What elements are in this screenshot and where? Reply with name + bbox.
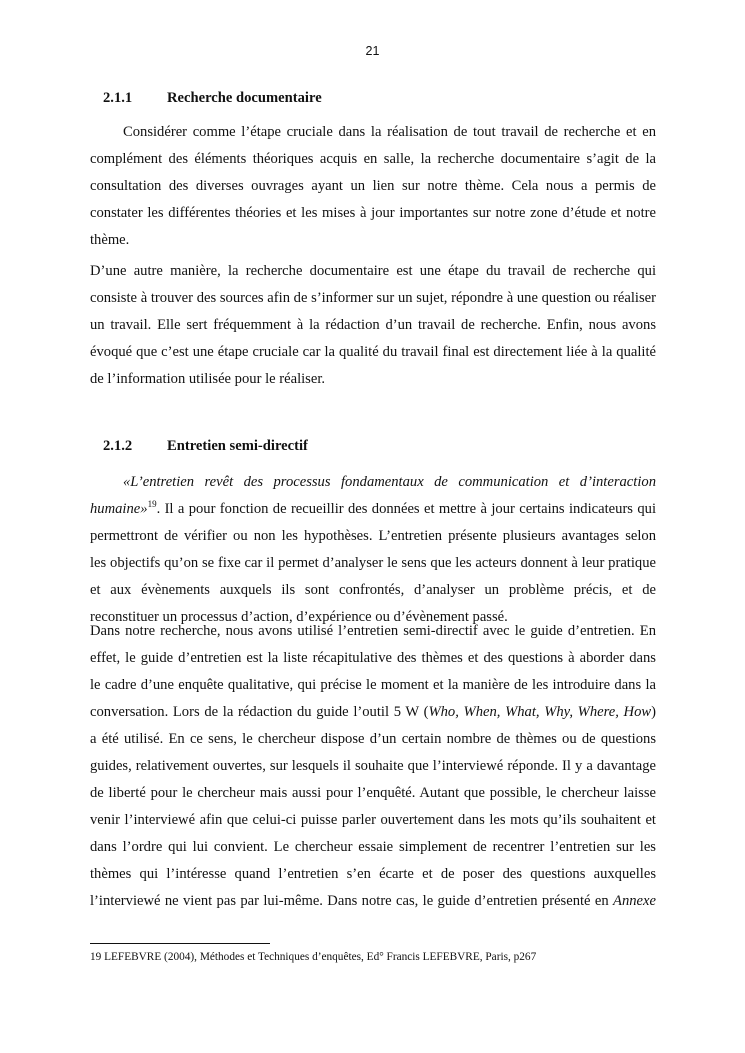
- section-title: Entretien semi-directif: [167, 438, 308, 454]
- section-heading-recherche: [103, 90, 322, 107]
- text-run: . Il a pour fonction de recueillir des données et mettre à jour certains indicateurs qui: [156, 501, 656, 517]
- text-line: [90, 888, 656, 915]
- text-line: reconstituer un processus d’action, d’expérience ou d’évènement passé.: [90, 609, 508, 625]
- text-line: D’une autre manière, la recherche documentaire est une étape du travail de recherche qui: [90, 263, 656, 279]
- quote-line: «L’entretien revêt des processus fondamentaux de communication et d’interaction: [123, 474, 656, 490]
- text-line: complément des éléments théoriques acquis en salle, la recherche documentaire s’agit de la: [90, 151, 656, 167]
- text-line: Considérer comme l’étape cruciale dans la réalisation de tout travail de recherche et en: [123, 124, 656, 140]
- text-line: de liberté pour le chercheur mais aussi pour l’enquêté. Autant que possible, le chercheur laisse: [90, 785, 656, 801]
- text-line: [90, 699, 656, 726]
- text-line: thème.: [90, 232, 130, 248]
- quote-end: humaine»: [90, 501, 148, 517]
- text-line: et aux évènements auxquels ils sont confrontés, d’analyser un problème précis, et de: [90, 582, 656, 598]
- section-heading-entretien: [103, 438, 308, 455]
- text-line: thèmes qui l’intéresse quand l’entretien s’en écarte et de poser des questions auxquelles: [90, 866, 656, 882]
- text-line: guides, relativement ouvertes, sur lesquels il souhaite que l’interviewé réponde. Il y a davantage: [90, 758, 656, 774]
- text-line: consiste à trouver des sources afin de s’informer sur un sujet, répondre à une question ou réaliser: [90, 290, 656, 306]
- text-line: de l’information utilisée pour le réaliser.: [90, 371, 326, 387]
- text-line: consultation des diverses ouvrages ayant un lien sur notre thème. Cela nous a permis de: [90, 178, 656, 194]
- text-line: a été utilisé. En ce sens, le chercheur dispose d’un certain nombre de thèmes ou de questions: [90, 731, 656, 747]
- text-line: le cadre d’une enquête qualitative, qui précise le moment et la manière de les introduire dans la: [90, 677, 656, 693]
- text-line: effet, le guide d’entretien est la liste récapitulative des thèmes et des questions à aborder dans: [90, 650, 656, 666]
- text-line: les objectifs qu’on se fixe car il permet d’analyser le sens que les acteurs donnent à leur pratique: [90, 555, 656, 571]
- text-line: permettront de vérifier ou non les hypothèses. L’entretien présente plusieurs avantages selon: [90, 528, 656, 544]
- text-italic: Annexe: [613, 893, 656, 909]
- paragraph-recherche-1: [90, 119, 656, 254]
- text-italic: Who, When, What, Why, Where, How: [428, 704, 652, 720]
- text-line: Dans notre recherche, nous avons utilisé l’entretien semi-directif avec le guide d’entretien. En: [90, 623, 656, 639]
- footnote: 19 LEFEBVRE (2004), Méthodes et Techniques d’enquêtes, Ed° Francis LEFEBVRE, Paris, p267: [90, 951, 537, 963]
- text-run: conversation. Lors de la rédaction du guide l’outil 5 W (: [90, 704, 429, 720]
- paragraph-entretien-1: [90, 469, 656, 631]
- footnote-ref: 19: [147, 499, 157, 510]
- section-title: Recherche documentaire: [167, 90, 322, 106]
- section-number: 2.1.2: [103, 438, 133, 454]
- section-number: 2.1.1: [103, 90, 133, 106]
- footnote-divider: [90, 943, 270, 944]
- text-line: évoqué que c’est une étape cruciale car la qualité du travail final est directement liée à la qualité: [90, 344, 656, 360]
- text-line: constater les différentes théories et les mises à jour importantes sur notre zone d’étude et notre: [90, 205, 656, 221]
- text-run: ): [651, 704, 656, 720]
- paragraph-entretien-2: [90, 618, 656, 915]
- text-line: dans l’ordre qui lui convient. Le chercheur essaie simplement de recentrer l’entretien sur les: [90, 839, 656, 855]
- text-run: l’interviewé ne vient pas par lui-même. Dans notre cas, le guide d’entretien présenté en: [90, 893, 614, 909]
- paragraph-recherche-2: [90, 258, 656, 393]
- text-line: [90, 496, 656, 523]
- text-line: venir l’interviewé afin que celui-ci puisse parler ouvertement dans les mots qu’ils souhaitent et: [90, 812, 656, 828]
- text-line: un travail. Elle sert fréquemment à la rédaction d’un travail de recherche. Enfin, nous avons: [90, 317, 656, 333]
- page-number: 21: [365, 44, 380, 58]
